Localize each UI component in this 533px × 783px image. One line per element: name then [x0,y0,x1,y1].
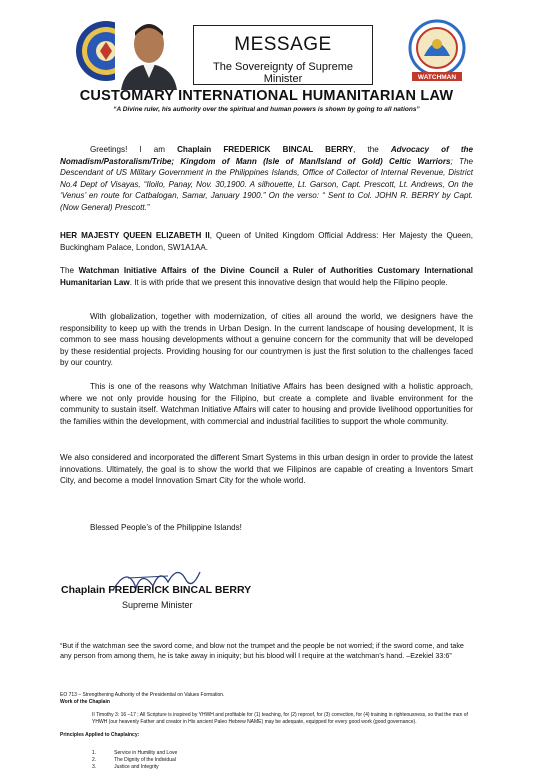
signatory-role: Supreme Minister [122,600,193,610]
paragraph-holistic: This is one of the reasons why Watchman Initiative Affairs has been designed with a holistic approach, where we not only provide housing for the Filipino, but create a complete and livable environment for the community to sustain itself. Watchman Initiative Affairs will cater to housing and provide livelihood opportunities for the families within the development, with commercial and industrial facilities to support the whole community. [60,382,473,426]
message-subtitle: The Sovereignty of Supreme Minister [212,61,354,85]
paragraph-watchman [60,265,473,288]
organization-name: CUSTOMARY INTERNATIONAL HUMANITARIAN LAW [79,88,454,104]
list-item [92,764,177,771]
queen-address-text: , Queen of United Kingdom Official Address: Her Majesty the Queen, Buckingham Palace, London, SW1A1AA. [60,231,473,252]
queen-title-text: HER MAJESTY QUEEN ELIZABETH II [60,231,210,240]
list-text: Justice and Integrity [114,764,159,770]
connector-text: , the [353,145,391,154]
eo-reference: EO 713 – Strengthening Authority of the Presidential on Values Formation. [60,692,225,698]
paragraph-globalization: With globalization, together with modernization, of cities all around the world, we designers have the responsibility to keep up with the trends in Urban Design. In the current landscape of housing development, It is common to see mass housing developments without a genuine concern for the community that will be developed by these residential projects. Providing housing for our countrymen is just the first solution to the challenges faced by our country. [60,312,473,368]
descendant-text: ; The Descendant of US Military Government in the Philippines Islands, Office of Collector of Internal Revenue, District No.4 Dept of Visayas, “Iloilo, Panay, Nov. 30,1900. A silhouette, Lt. Garson, Capt. Prescott, Lt. Andrews, On the ‘Venus’ en route for Catbalogan, Samar, January 1900.” On the verso: “ Sent to Col. JOHN R. BERRY by Capt. (Now General) Prescott.” [60,156,473,212]
timothy-passage: II Timothy 3: 16 –17 ; All Scripture is inspired by YHWH and profitable for (1) teaching, for (2) reproof, for (3) correction, for (4) training in righteousness, so that the man of YHWH (our heavenly Father and creator in His ancient Paleo Hebrew NAME) may be adequate, equipped for every good work (good governance). [92,712,468,725]
list-item [92,750,177,757]
message-box [193,25,373,85]
motto: “A Divine ruler, his authority over the spiritual and human powers is shown by going to all nations” [113,106,420,113]
greeting-text: Greetings! I am [90,145,178,154]
signatory-name: Chaplain FREDERICK BINCAL BERRY [61,584,252,596]
advocacy-text: Advocacy of the Nomadism/Pastoralism/Tribe; Kingdom of Mann (Isle of Man/Island of Gold) Celtic Warriors [60,145,473,166]
work-title: Work of the Chaplain [60,699,110,705]
list-number: 2. [92,757,97,763]
logo-lettering: WATCHMAN [417,74,457,81]
pride-text: . It is with pride that we present this innovative design that would help the Filipino people. [129,277,448,287]
intro-text: The [60,266,79,275]
watchman-logo [408,16,466,94]
paragraph-queen [60,230,473,253]
list-number: 1. [92,750,97,756]
closing-line: Blessed People’s of the Philippine Islands! [90,523,242,532]
paragraph-greeting [60,144,473,214]
principles-title: Principles Applied to Chaplaincy: [60,732,140,738]
principles-list [92,750,177,771]
message-title: MESSAGE [234,34,332,55]
ezekiel-quote: “But if the watchman see the sword come, and blow not the trumpet and the people be not worried; if the sword come, and take any person from among them, he is take away in iniquity; but his blood will I require at the watchman’s hand. –Ezekiel 33:6” [60,641,464,660]
paragraph-smart-systems: We also considered and incorporated the different Smart Systems in this urban design in order to provide the latest innovations. Ultimately, the goal is to show the world that we Filipinos are capable of creating a Inventors Smart City, and become a model Innovation Smart City for the whole world. [60,453,473,486]
chaplain-name-text: Chaplain FREDERICK BINCAL BERRY [177,145,354,154]
list-text: The Dignity of the Individual [114,757,176,763]
list-text: Service in Humility and Love [114,750,178,756]
watchman-affairs-text: Watchman Initiative Affairs of the Divine Council a Ruler of Authorities Customary International Humanitarian Law [60,266,473,287]
list-number: 3. [92,764,97,770]
list-item [92,757,177,764]
portrait-photo [115,18,183,90]
